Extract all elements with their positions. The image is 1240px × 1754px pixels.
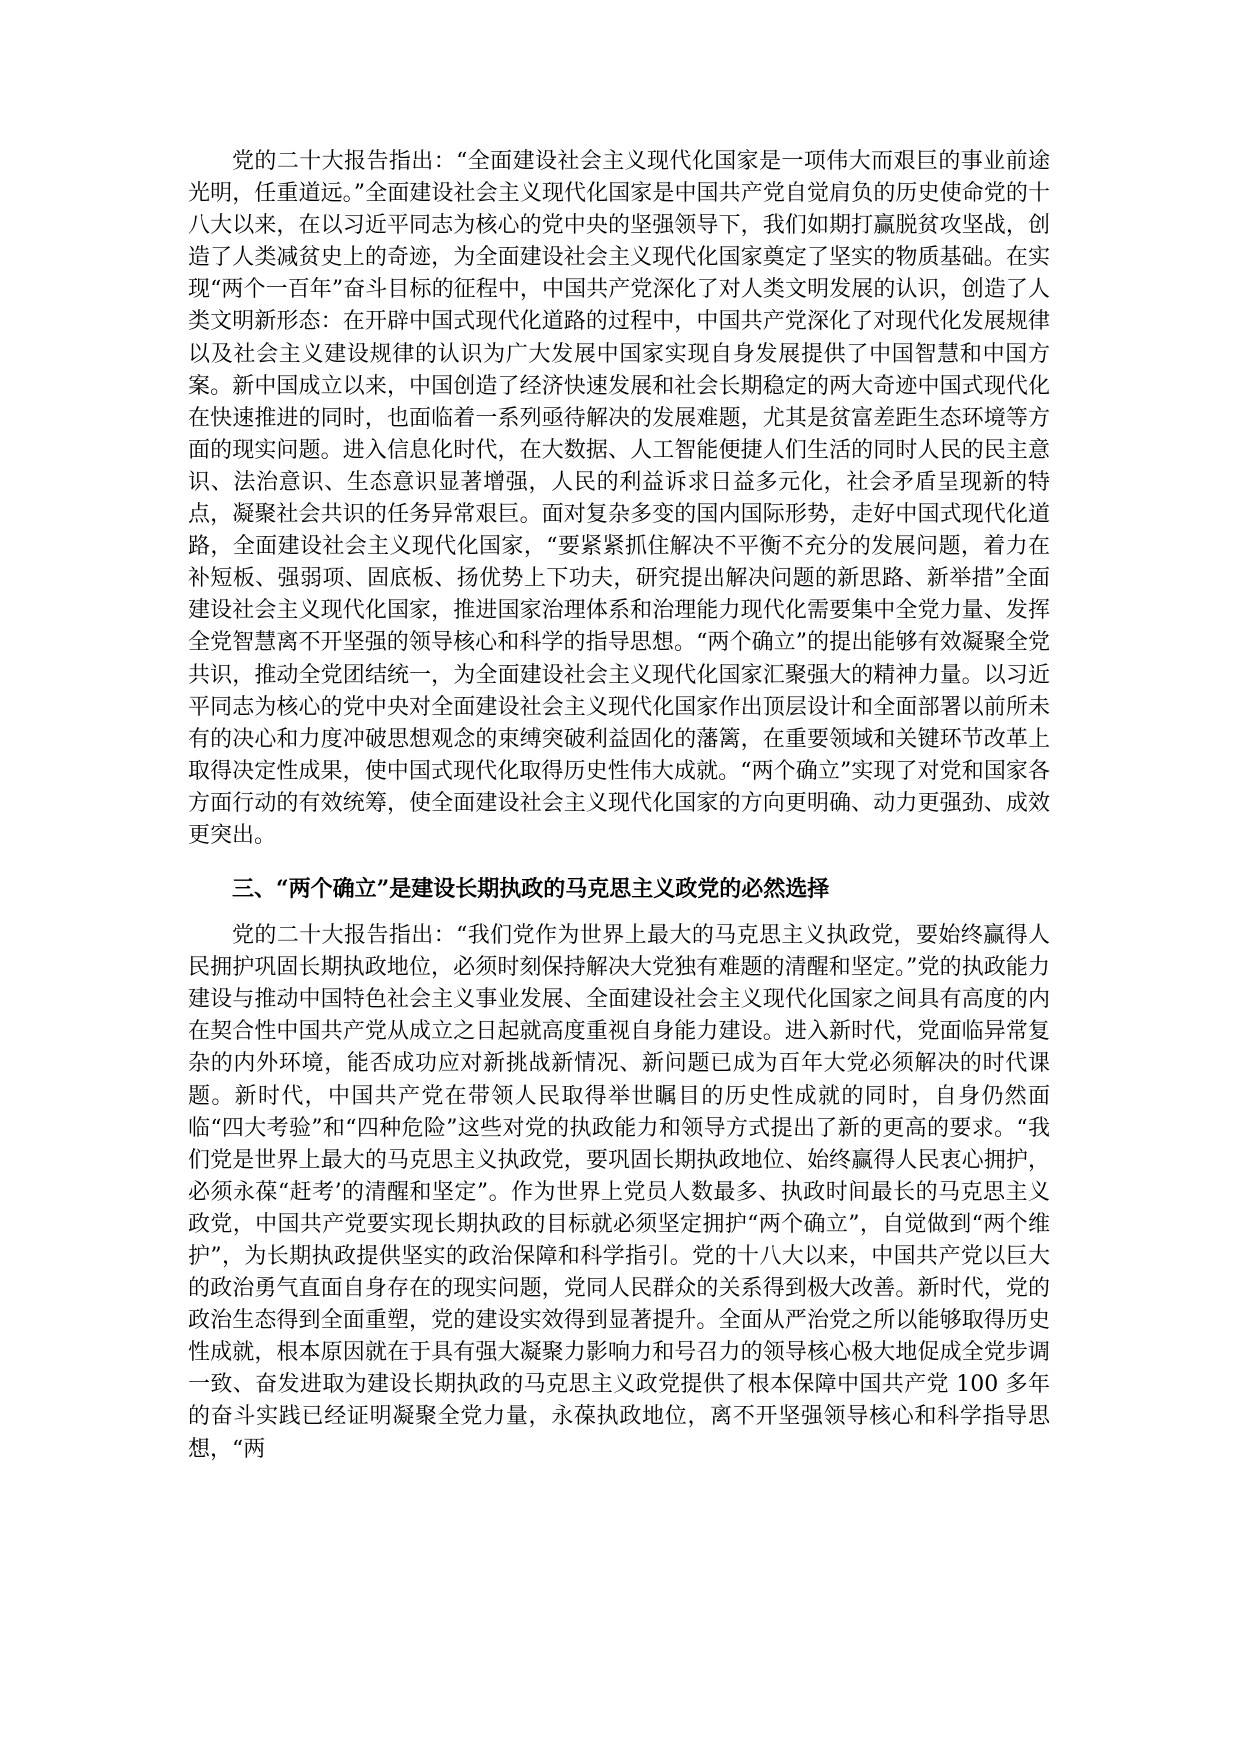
document-page <box>188 146 1050 1466</box>
body-paragraph-1: 党的二十大报告指出：“全面建设社会主义现代化国家是一项伟大而艰巨的事业前途光明，任重道远。”全面建设社会主义现代化国家是中国共产党自觉肩负的历史使命党的十八大以来，在以习近平同志为核心的党中央的坚强领导下，我们如期打赢脱贫攻坚战，创造了人类减贫史上的奇迹，为全面建设社会主义现代化国家奠定了坚实的物质基础。在实现“两个一百年”奋斗目标的征程中，中国共产党深化了对人类文明发展的认识，创造了人类文明新形态：在开辟中国式现代化道路的过程中，中国共产党深化了对现代化发展规律以及社会主义建设规律的认识为广大发展中国家实现自身发展提供了中国智慧和中国方案。新中国成立以来，中国创造了经济快速发展和社会长期稳定的两大奇迹中国式现代化在快速推进的同时，也面临着一系列亟待解决的发展难题，尤其是贫富差距生态环境等方面的现实问题。进入信息化时代，在大数据、人工智能便捷人们生活的同时人民的民主意识、法治意识、生态意识显著增强，人民的利益诉求日益多元化，社会矛盾呈现新的特点，凝聚社会共识的任务异常艰巨。面对复杂多变的国内国际形势，走好中国式现代化道路，全面建设社会主义现代化国家，“要紧紧抓住解决不平衡不充分的发展问题，着力在补短板、强弱项、固底板、扬优势上下功夫，研究提出解决问题的新思路、新举措”全面建设社会主义现代化国家，推进国家治理体系和治理能力现代化需要集中全党力量、发挥全党智慧离不开坚强的领导核心和科学的指导思想。“两个确立”的提出能够有效凝聚全党共识，推动全党团结统一，为全面建设社会主义现代化国家汇聚强大的精神力量。以习近平同志为核心的党中央对全面建设社会主义现代化国家作出顶层设计和全面部署以前所未有的决心和力度冲破思想观念的束缚突破利益固化的藩篱，在重要领域和关键环节改革上取得决定性成果，使中国式现代化取得历史性伟大成就。“两个确立”实现了对党和国家各方面行动的有效统筹，使全面建设社会主义现代化国家的方向更明确、动力更强劲、成效更突出。 <box>188 149 1050 848</box>
body-paragraph-2: 党的二十大报告指出：“我们党作为世界上最大的马克思主义执政党，要始终赢得人民拥护巩固长期执政地位，必须时刻保持解决大党独有难题的清醒和坚定。”党的执政能力建设与推动中国特色社会主义事业发展、全面建设社会主义现代化国家之间具有高度的内在契合性中国共产党从成立之日起就高度重视自身能力建设。进入新时代，党面临异常复杂的内外环境，能否成功应对新挑战新情况、新问题已成为百年大党必须解决的时代课题。新时代，中国共产党在带领人民取得举世瞩目的历史性成就的同时，自身仍然面临“四大考验”和“四种危险”这些对党的执政能力和领导方式提出了新的更高的要求。“我们党是世界上最大的马克思主义执政党，要巩固长期执政地位、始终赢得人民衷心拥护，必须永葆“赶考’的清醒和坚定”。作为世界上党员人数最多、执政时间最长的马克思主义政党，中国共产党要实现长期执政的目标就必须坚定拥护“两个确立”，自觉做到“两个维护”，为长期执政提供坚实的政治保障和科学指引。党的十八大以来，中国共产党以巨大的政治勇气直面自身存在的现实问题，党同人民群众的关系得到极大改善。新时代，党的政治生态得到全面重塑，党的建设实效得到显著提升。全面从严治党之所以能够取得历史性成就，根本原因就在于具有强大凝聚力影响力和号召力的领导核心极大地促成全党步调一致、奋发进取为建设长期执政的马克思主义政党提供了根本保障中国共产党 100 多年的奋斗实践已经证明凝聚全党力量，永葆执政地位，离不开坚强领导核心和科学指导思想，“两 <box>188 923 1050 1462</box>
section-heading-3: 三、“两个确立”是建设长期执政的马克思主义政党的必然选择 <box>232 876 830 903</box>
